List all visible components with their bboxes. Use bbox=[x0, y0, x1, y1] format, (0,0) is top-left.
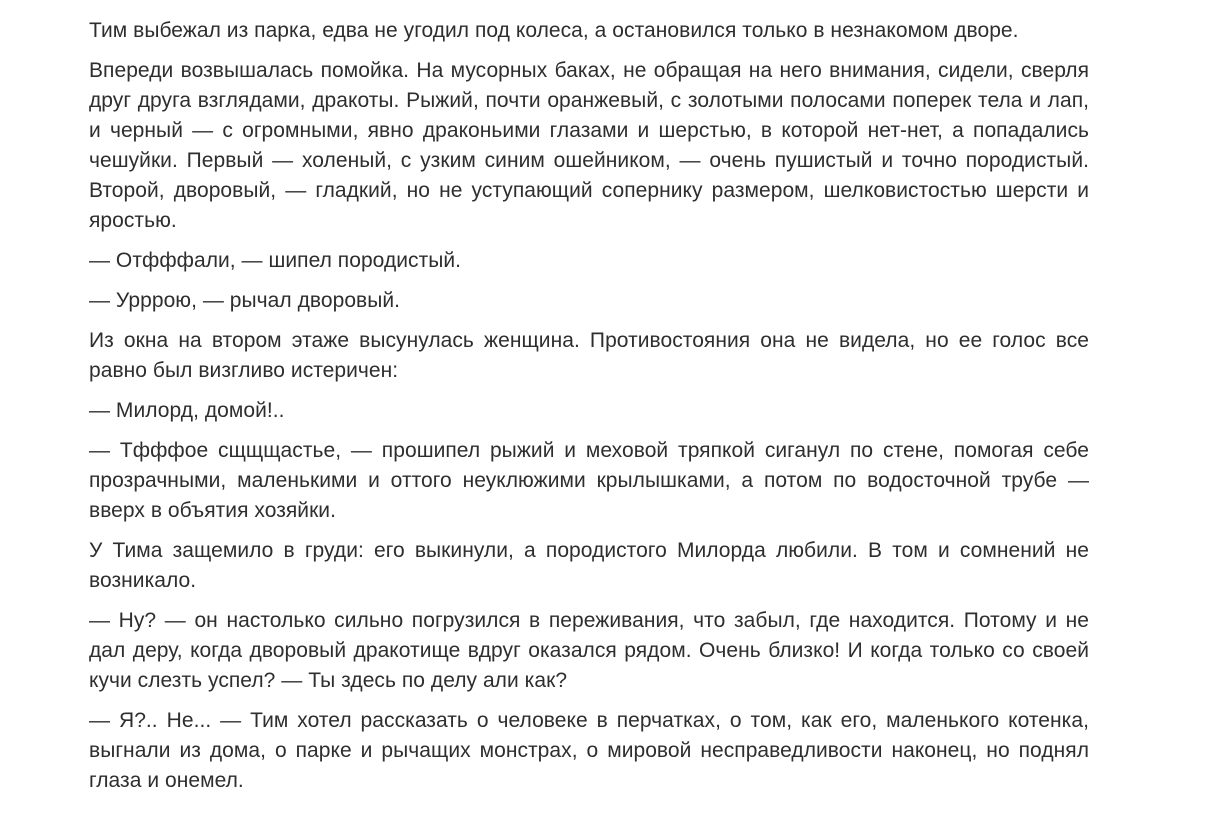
paragraph: Из окна на втором этаже высунулась женщина. Противостояния она не видела, но ее голос все равно был визгливо истеричен: bbox=[89, 329, 1089, 382]
paragraph: — Я?.. Не... — Тим хотел рассказать о человеке в перчатках, о том, как его, маленького котенка, выгнали из дома, о парке и рычащих монстрах, о мировой несправедливости наконец, но поднял глаза и онемел. bbox=[89, 709, 1089, 792]
paragraph: Впереди возвышалась помойка. На мусорных баках, не обращая на него внимания, сидели, сверля друг друга взглядами, дракоты. Рыжий, почти оранжевый, с золотыми полосами поперек тела и лап, и черный — с огромными, явно драконьими глазами и шерстью, в которой нет-нет, а попадались чешуйки. Первый — холеный, с узким синим ошейником, — очень пушистый и точно породистый. Второй, дворовый, — гладкий, но не уступающий сопернику размером, шелковистостью шерсти и яростью. bbox=[89, 59, 1089, 232]
paragraph: У Тима защемило в груди: его выкинули, а породистого Милорда любили. В том и сомнений не возникало. bbox=[89, 539, 1089, 592]
paragraph: — Ну? — он настолько сильно погрузился в переживания, что забыл, где находится. Потому и не дал деру, когда дворовый дракотище вдруг оказался рядом. Очень близко! И когда только со своей кучи слезть успел? — Ты здесь по делу али как? bbox=[89, 609, 1089, 692]
paragraph: — Отфффали, — шипел породистый. bbox=[89, 249, 462, 272]
paragraph: — Милорд, домой!.. bbox=[89, 399, 285, 422]
paragraph: Тим выбежал из парка, едва не угодил под колеса, а остановился только в незнакомом дворе. bbox=[89, 19, 1019, 42]
paragraph: — Тфффое сщщщастье, — прошипел рыжий и меховой тряпкой сиганул по стене, помогая себе прозрачными, маленькими и оттого неуклюжими крылышками, а потом по водосточной трубе — вверх в объятия хозяйки. bbox=[89, 439, 1089, 522]
paragraph: — Урррою, — рычал дворовый. bbox=[89, 289, 401, 312]
